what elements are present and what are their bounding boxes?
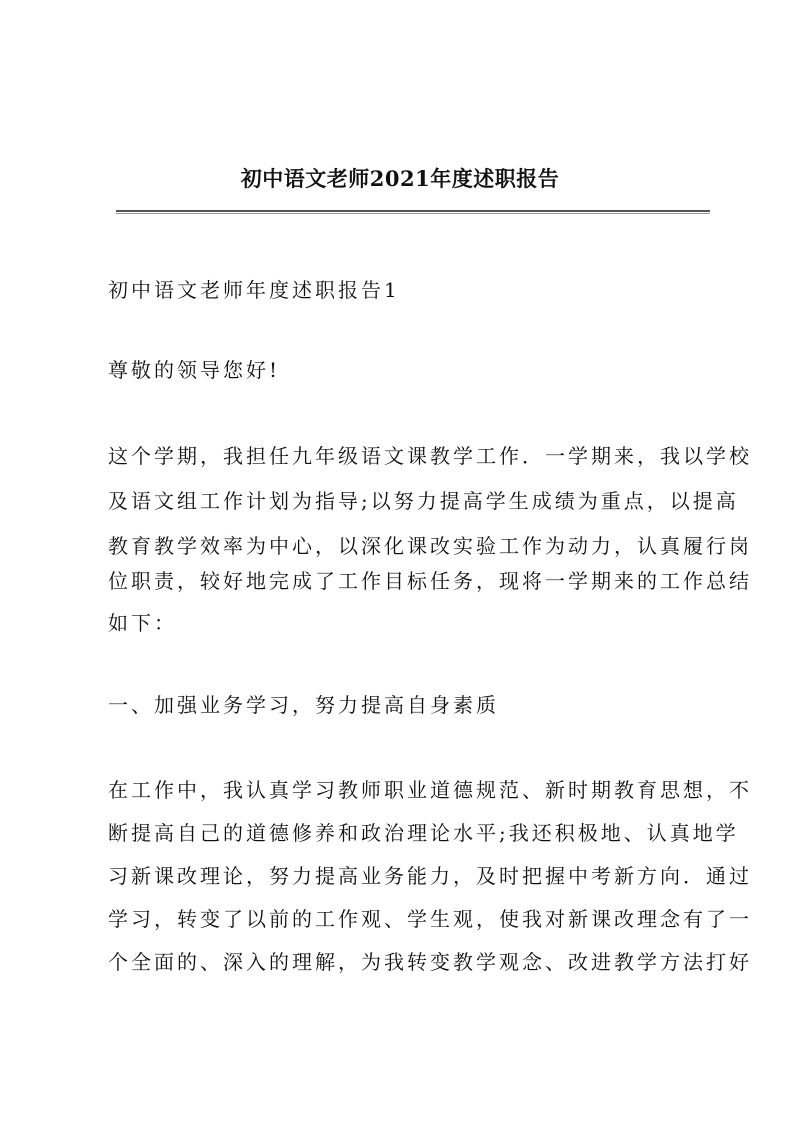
paragraph-line: 习新课改理论，努力提高业务能力，及时把握中考新方向．通过: [108, 864, 752, 888]
greeting: 尊敬的领导您好!: [108, 358, 281, 382]
paragraph-line: 断提高自己的道德修养和政治理论水平;我还积极地、认真地学: [108, 821, 739, 845]
report-subtitle: 初中语文老师年度述职报告1: [108, 278, 400, 302]
paragraph-line: 在工作中，我认真学习教师职业道德规范、新时期教育思想，不: [108, 778, 752, 802]
paragraph-line: 教育教学效率为中心，以深化课改实验工作为动力，认真履行岗: [108, 534, 752, 558]
paragraph-line: 学习，转变了以前的工作观、学生观，使我对新课改理念有了一: [108, 907, 752, 931]
paragraph-line: 这个学期，我担任九年级语文课教学工作．一学期来，我以学校: [108, 444, 752, 468]
paragraph-line: 位职责，较好地完成了工作目标任务，现将一学期来的工作总结: [108, 569, 752, 593]
paragraph-line: 个全面的、深入的理解，为我转变教学观念、改进教学方法打好: [108, 950, 752, 974]
document-title: 初中语文老师2021年度述职报告: [240, 166, 560, 191]
paragraph-line: 如下：: [108, 611, 177, 635]
section-heading: 一、加强业务学习，努力提高自身素质: [108, 693, 499, 717]
title-divider: [116, 210, 710, 214]
paragraph-line: 及语文组工作计划为指导;以努力提高学生成绩为重点，以提高: [108, 489, 739, 513]
